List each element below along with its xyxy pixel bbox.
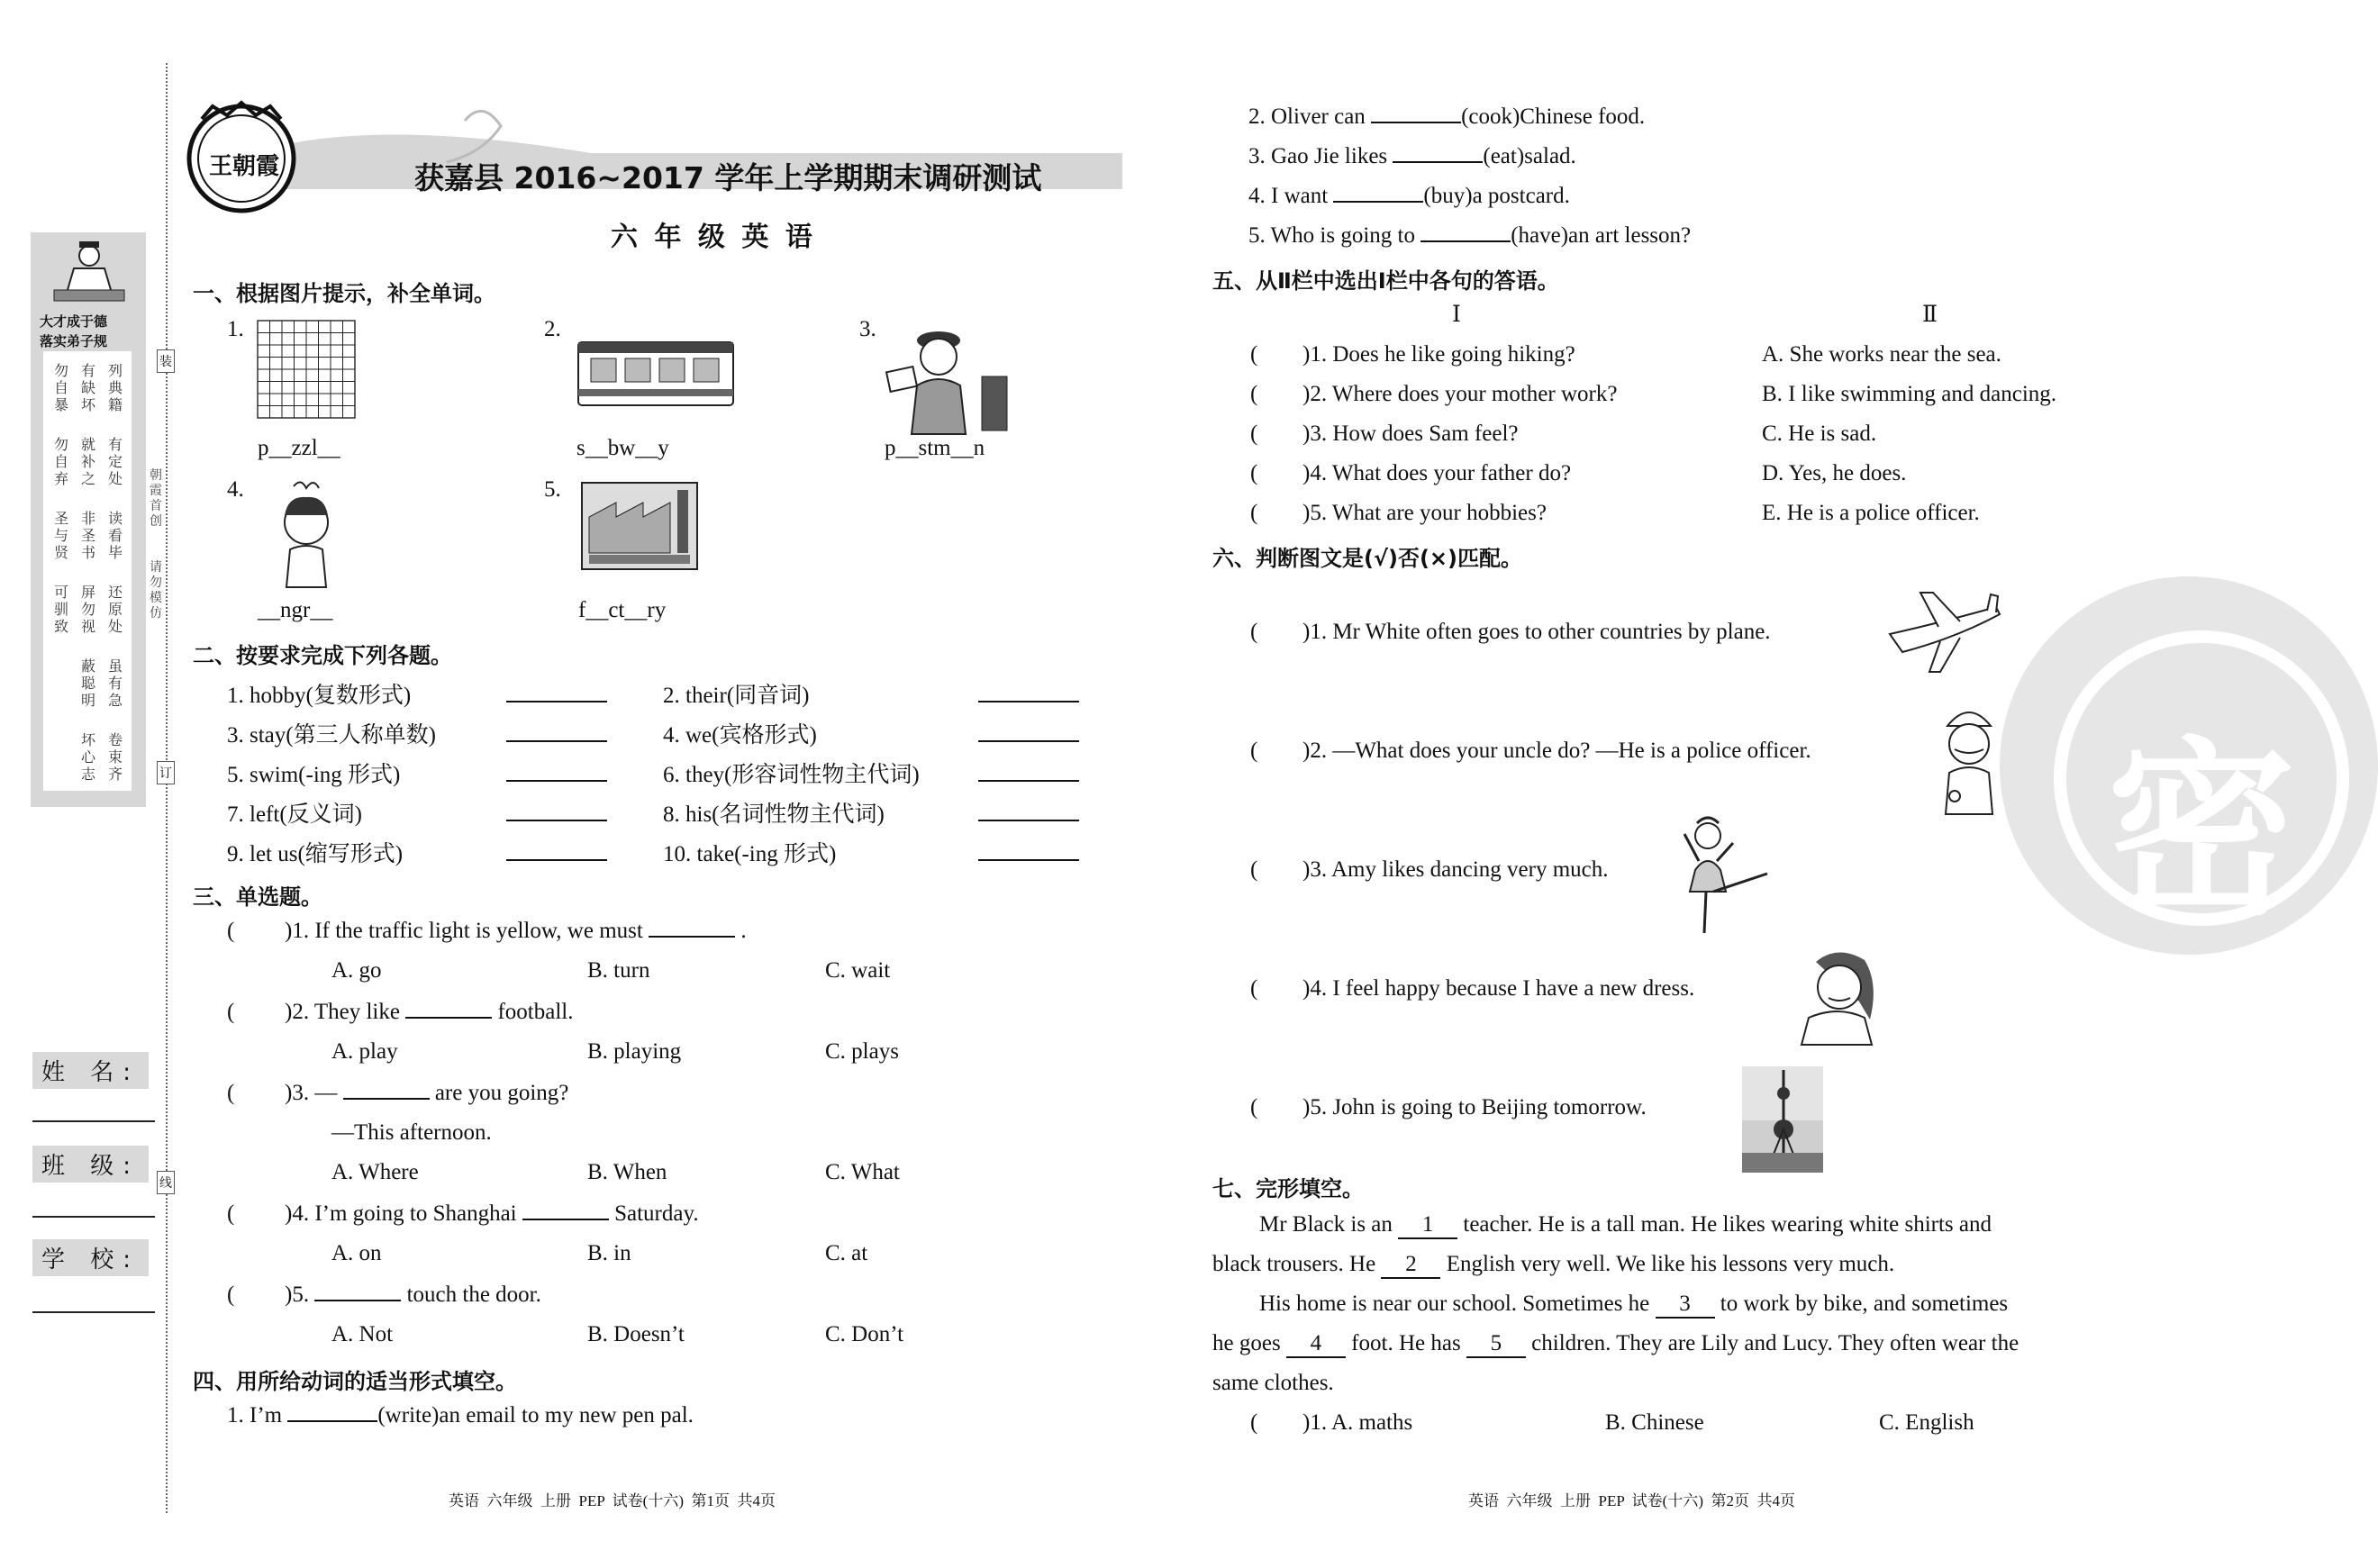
word-blank: p__zzl__ bbox=[258, 436, 340, 460]
answer-line[interactable] bbox=[978, 740, 1079, 742]
option-a: A. go bbox=[331, 958, 382, 983]
transform-item: 1. hobby(复数形式) bbox=[227, 684, 412, 708]
answer-blank[interactable] bbox=[1393, 161, 1483, 163]
answer-line[interactable] bbox=[506, 780, 607, 782]
option-c: C. Don’t bbox=[825, 1322, 904, 1346]
answer-blank[interactable] bbox=[343, 1098, 430, 1100]
passage-line: Mr Black is an 1 teacher. He is a tall man. He likes wearing white shirts and bbox=[1259, 1212, 1992, 1239]
item-number: 3. bbox=[859, 317, 876, 341]
name-field[interactable] bbox=[32, 1120, 155, 1122]
verb-question: 1. I’m (write)an email to my new pen pal. bbox=[227, 1403, 694, 1428]
verb-question: 4. I want (buy)a postcard. bbox=[1248, 184, 1570, 208]
verb-question: 5. Who is going to (have)an art lesson? bbox=[1248, 223, 1692, 248]
question-text: )2. They like bbox=[285, 1000, 400, 1024]
transform-item: 5. swim(-ing 形式) bbox=[227, 763, 401, 787]
section-heading: 七、完形填空。 bbox=[1212, 1176, 1364, 1201]
doctor-image bbox=[1928, 699, 2010, 816]
answer-paren[interactable]: ( bbox=[227, 1201, 235, 1226]
postman-image bbox=[876, 310, 1011, 436]
word-blank: s__bw__y bbox=[576, 436, 669, 460]
cloze-option: C. English bbox=[1879, 1410, 1974, 1435]
match-answer: B. I like swimming and dancing. bbox=[1762, 382, 2057, 406]
verse-column: 坏心志 bbox=[81, 731, 96, 783]
factory-image bbox=[580, 481, 699, 571]
passage-line: His home is near our school. Sometimes he 3 to work by bike, and sometimes bbox=[1259, 1292, 2008, 1319]
dialogue-reply: —This afternoon. bbox=[331, 1120, 492, 1145]
verse-column: 列典籍 bbox=[108, 362, 123, 413]
binding-mark: 订 bbox=[157, 761, 175, 784]
match-answer: E. He is a police officer. bbox=[1762, 501, 1980, 525]
passage-line: same clothes. bbox=[1212, 1371, 1334, 1395]
confidential-watermark: 密 bbox=[2000, 576, 2378, 955]
transform-item: 9. let us(缩写形式) bbox=[227, 842, 404, 866]
question-tail: . bbox=[740, 919, 747, 943]
option-c: C. plays bbox=[825, 1039, 899, 1064]
name-label: 姓 名: bbox=[32, 1052, 149, 1089]
answer-paren[interactable]: ( bbox=[1250, 1410, 1258, 1435]
question-tail: Saturday. bbox=[614, 1201, 699, 1226]
question-text: )3. — bbox=[285, 1081, 338, 1105]
exam-subtitle: 六 年 级 英 语 bbox=[611, 222, 816, 253]
answer-line[interactable] bbox=[506, 701, 607, 702]
column-header: Ⅱ bbox=[1922, 303, 1938, 327]
cloze-blank[interactable]: 4 bbox=[1286, 1331, 1346, 1358]
item-number: 4. bbox=[227, 477, 244, 502]
verse-column: 读看毕 bbox=[108, 510, 123, 561]
answer-line[interactable] bbox=[978, 780, 1079, 782]
option-b: B. When bbox=[587, 1160, 667, 1184]
ballet-girl-image bbox=[1681, 816, 1771, 938]
scholar-illustration bbox=[47, 236, 132, 308]
judge-statement: )2. —What does your uncle do? —He is a police officer. bbox=[1302, 739, 1811, 763]
passage-line: black trousers. He 2 English very well. We like his lessons very much. bbox=[1212, 1252, 1894, 1279]
answer-line[interactable] bbox=[978, 859, 1079, 861]
judge-statement: )1. Mr White often goes to other countries by plane. bbox=[1302, 620, 1771, 644]
option-b: B. turn bbox=[587, 958, 650, 983]
section-heading: 一、根据图片提示，补全单词。 bbox=[193, 281, 495, 306]
question-tail: are you going? bbox=[434, 1081, 569, 1105]
option-b: B. playing bbox=[587, 1039, 682, 1064]
cloze-option: B. Chinese bbox=[1605, 1410, 1704, 1435]
match-question: )2. Where does your mother work? bbox=[1302, 382, 1618, 406]
verse-column: 有缺坏 bbox=[81, 362, 96, 413]
publisher-logo: 王朝霞 bbox=[209, 153, 280, 180]
tv-tower-photo bbox=[1742, 1066, 1823, 1173]
answer-blank[interactable] bbox=[405, 1017, 492, 1019]
verse-column: 卷束齐 bbox=[108, 731, 123, 783]
answer-paren[interactable]: ( bbox=[1250, 857, 1258, 882]
verb-question: 3. Gao Jie likes (eat)salad. bbox=[1248, 144, 1576, 168]
answer-line[interactable] bbox=[506, 859, 607, 861]
word-blank: __ngr__ bbox=[258, 598, 333, 622]
section-heading: 三、单选题。 bbox=[193, 884, 322, 910]
answer-blank[interactable] bbox=[1371, 122, 1461, 123]
option-b: B. Doesn’t bbox=[587, 1322, 685, 1346]
verse-column: 勿自暴 bbox=[54, 362, 69, 413]
verse-column: 勿自弃 bbox=[54, 436, 69, 487]
word-blank: f__ct__ry bbox=[578, 598, 667, 622]
answer-paren[interactable]: ( bbox=[1250, 1095, 1258, 1119]
option-b: B. in bbox=[587, 1241, 631, 1265]
match-question: )1. Does he like going hiking? bbox=[1302, 342, 1575, 367]
verse-column: 还原处 bbox=[108, 584, 123, 635]
verse-column: 虽有急 bbox=[108, 657, 123, 709]
answer-blank[interactable] bbox=[649, 936, 735, 938]
question-stem bbox=[285, 1282, 541, 1308]
section-heading: 六、判断图文是(√)否(×)匹配。 bbox=[1212, 546, 1522, 571]
item-number: 5. bbox=[544, 477, 561, 502]
passage-line: he goes 4 foot. He has 5 children. They are Lily and Lucy. They often wear the bbox=[1212, 1331, 2019, 1358]
judge-statement: )3. Amy likes dancing very much. bbox=[1302, 857, 1609, 882]
binding-line bbox=[166, 63, 168, 1513]
answer-blank[interactable] bbox=[522, 1219, 609, 1220]
match-answer: C. He is sad. bbox=[1762, 421, 1877, 446]
option-a: A. Where bbox=[331, 1160, 419, 1184]
answer-blank[interactable] bbox=[287, 1420, 377, 1422]
option-c: C. wait bbox=[825, 958, 891, 983]
transform-item: 10. take(-ing 形式) bbox=[663, 842, 837, 866]
angry-girl-image bbox=[261, 477, 351, 589]
question-stem bbox=[285, 1000, 574, 1025]
exam-title: 获嘉县 2016~2017 学年上学期期末调研测试 bbox=[414, 160, 1042, 195]
margin-note: 请勿模仿 bbox=[150, 560, 162, 621]
transform-item: 8. his(名词性物主代词) bbox=[663, 802, 885, 827]
answer-blank[interactable] bbox=[1333, 201, 1423, 203]
answer-line[interactable] bbox=[978, 701, 1079, 702]
match-question: )5. What are your hobbies? bbox=[1302, 501, 1547, 525]
margin-motto: 大才成于德 bbox=[40, 313, 108, 330]
item-number: 2. bbox=[544, 317, 561, 341]
verse-column: 就补之 bbox=[81, 436, 96, 487]
binding-mark: 装 bbox=[157, 349, 175, 373]
answer-paren[interactable]: ( bbox=[1250, 976, 1258, 1001]
word-blank: p__stm__n bbox=[885, 436, 985, 460]
option-a: A. on bbox=[331, 1241, 382, 1265]
section-heading: 四、用所给动词的适当形式填空。 bbox=[193, 1369, 517, 1394]
verse-column: 非圣书 bbox=[81, 510, 96, 561]
margin-text-box bbox=[43, 351, 132, 791]
answer-paren[interactable]: ( bbox=[227, 919, 235, 943]
verse-column: 可驯致 bbox=[54, 584, 69, 635]
answer-blank[interactable] bbox=[314, 1300, 401, 1301]
transform-item: 4. we(宾格形式) bbox=[663, 723, 817, 748]
question-tail: football. bbox=[497, 1000, 574, 1024]
binding-mark: 线 bbox=[157, 1171, 175, 1194]
option-c: C. What bbox=[825, 1160, 900, 1184]
happy-girl-image bbox=[1793, 947, 1879, 1047]
answer-paren[interactable]: ( bbox=[1250, 461, 1258, 485]
verse-column: 蔽聪明 bbox=[81, 657, 96, 709]
question-text: )1. If the traffic light is yellow, we must bbox=[285, 919, 643, 943]
transform-item: 2. their(同音词) bbox=[663, 684, 810, 708]
page-footer: 英语 六年级 上册 PEP 试卷(十六) 第1页 共4页 bbox=[449, 1492, 776, 1509]
margin-motto: 落实弟子规 bbox=[40, 333, 108, 349]
question-text: )5. bbox=[285, 1282, 310, 1307]
verse-column: 屏勿视 bbox=[81, 584, 96, 635]
answer-paren[interactable]: ( bbox=[227, 1000, 235, 1024]
answer-paren[interactable]: ( bbox=[1250, 342, 1258, 367]
question-stem bbox=[285, 1201, 699, 1227]
cloze-blank[interactable]: 3 bbox=[1656, 1292, 1715, 1319]
section-heading: 二、按要求完成下列各题。 bbox=[193, 643, 452, 668]
answer-blank[interactable] bbox=[1420, 240, 1511, 242]
transform-item: 7. left(反义词) bbox=[227, 802, 362, 827]
section-heading: 五、从Ⅱ栏中选出Ⅰ栏中各句的答语。 bbox=[1212, 268, 1559, 294]
answer-paren[interactable]: ( bbox=[1250, 382, 1258, 406]
subway-train-image bbox=[576, 335, 735, 409]
answer-paren[interactable]: ( bbox=[1250, 739, 1258, 763]
option-c: C. at bbox=[825, 1241, 868, 1265]
verse-column: 圣与贤 bbox=[54, 510, 69, 561]
column-header: Ⅰ bbox=[1452, 303, 1461, 327]
class-field[interactable] bbox=[32, 1216, 155, 1218]
question-text: )4. I’m going to Shanghai bbox=[285, 1201, 517, 1226]
match-answer: A. She works near the sea. bbox=[1762, 342, 2001, 367]
cloze-blank[interactable]: 1 bbox=[1398, 1212, 1457, 1239]
answer-paren[interactable]: ( bbox=[227, 1282, 235, 1307]
answer-line[interactable] bbox=[506, 740, 607, 742]
answer-line[interactable] bbox=[978, 820, 1079, 821]
page-footer: 英语 六年级 上册 PEP 试卷(十六) 第2页 共4页 bbox=[1468, 1492, 1795, 1509]
item-number: 1. bbox=[227, 317, 244, 341]
option-a: A. Not bbox=[331, 1322, 394, 1346]
transform-item: 6. they(形容词性物主代词) bbox=[663, 763, 920, 787]
answer-line[interactable] bbox=[506, 820, 607, 821]
margin-note: 朝霞首创 bbox=[150, 468, 162, 529]
cloze-option: )1. A. maths bbox=[1302, 1410, 1413, 1435]
question-tail: touch the door. bbox=[406, 1282, 541, 1307]
verb-question: 2. Oliver can (cook)Chinese food. bbox=[1248, 104, 1646, 129]
question-stem bbox=[285, 919, 747, 944]
match-question: )4. What does your father do? bbox=[1302, 461, 1572, 485]
match-question: )3. How does Sam feel? bbox=[1302, 421, 1519, 446]
judge-statement: )4. I feel happy because I have a new dress. bbox=[1302, 976, 1695, 1001]
judge-statement: )5. John is going to Beijing tomorrow. bbox=[1302, 1095, 1647, 1119]
crossword-puzzle-image bbox=[258, 321, 357, 420]
cloze-blank[interactable]: 2 bbox=[1381, 1252, 1440, 1279]
class-label: 班 级: bbox=[32, 1146, 149, 1183]
answer-paren[interactable]: ( bbox=[1250, 421, 1258, 446]
school-label: 学 校: bbox=[32, 1239, 149, 1276]
verse-column: 有定处 bbox=[108, 436, 123, 487]
option-a: A. play bbox=[331, 1039, 398, 1064]
match-answer: D. Yes, he does. bbox=[1762, 461, 1907, 485]
cloze-blank[interactable]: 5 bbox=[1466, 1331, 1526, 1358]
school-field[interactable] bbox=[32, 1311, 155, 1313]
question-stem bbox=[285, 1081, 568, 1106]
answer-paren[interactable]: ( bbox=[1250, 501, 1258, 525]
answer-paren[interactable]: ( bbox=[1250, 620, 1258, 644]
answer-paren[interactable]: ( bbox=[227, 1081, 235, 1105]
transform-item: 3. stay(第三人称单数) bbox=[227, 723, 436, 748]
airplane-image bbox=[1884, 587, 2001, 674]
